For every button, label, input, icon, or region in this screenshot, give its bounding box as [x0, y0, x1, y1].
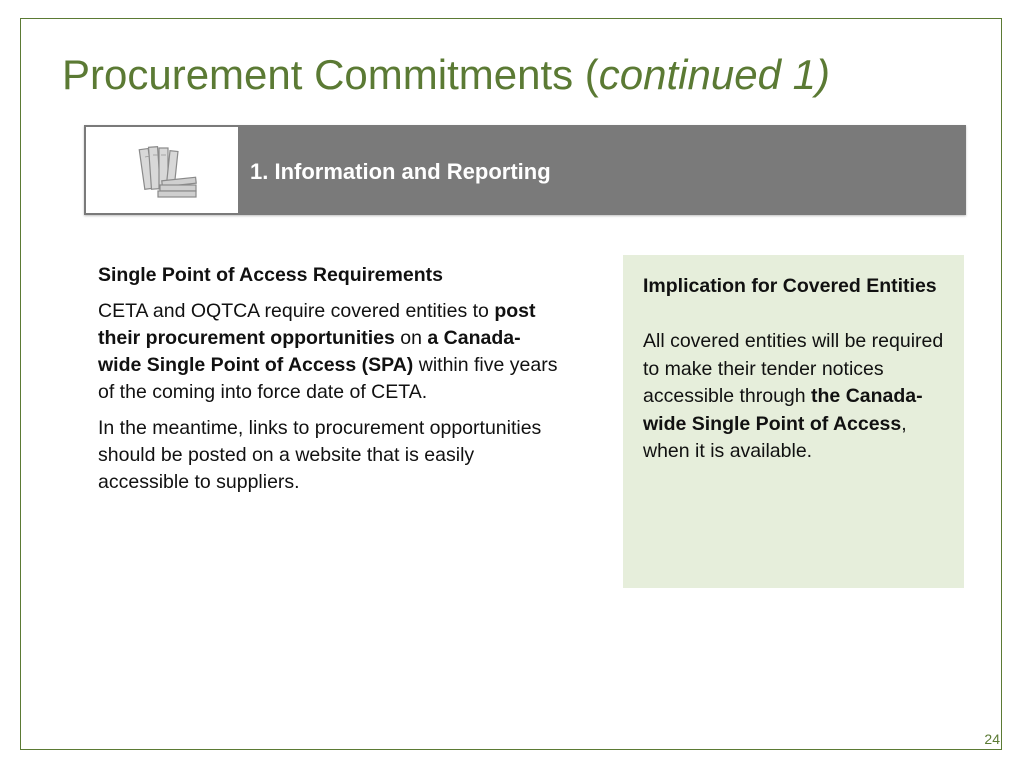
- left-heading: Single Point of Access Requirements: [98, 264, 443, 286]
- title-main: Procurement Commitments (: [62, 51, 599, 98]
- impl-text-2: , when it is available.: [643, 412, 907, 462]
- impl-bold-1: the Canada-wide Single Point of Access: [643, 385, 923, 435]
- p1-bold-1: post their procurement opportunities: [98, 300, 536, 349]
- page-title: [62, 52, 830, 98]
- implication-paragraph: [643, 328, 944, 466]
- p1-bold-2: a Canada-wide Single Point of Access (SPA): [98, 327, 521, 376]
- impl-text-1: All covered entities will be required to make their tender notices accessible through: [643, 330, 944, 407]
- books-icon: [136, 143, 204, 199]
- implication-box: [623, 255, 964, 588]
- section-title: 1. Information and Reporting: [250, 159, 551, 184]
- p1-text-3: within five years of the coming into force date of CETA.: [98, 354, 558, 403]
- left-column: [98, 262, 558, 505]
- implication-heading: Implication for Covered Entities: [643, 275, 937, 297]
- p1-text-2: on: [394, 327, 428, 349]
- title-italic: continued 1): [598, 51, 830, 98]
- left-paragraph-2: In the meantime, links to procurement opportunities should be posted on a website that is easily accessible to suppliers.: [98, 417, 542, 493]
- section-icon-box: [86, 127, 238, 213]
- section-header-bar: [84, 125, 966, 215]
- left-paragraph-1: [98, 298, 558, 406]
- p1-text-1: CETA and OQTCA require covered entities to: [98, 300, 495, 322]
- page-number: 24: [984, 731, 1000, 747]
